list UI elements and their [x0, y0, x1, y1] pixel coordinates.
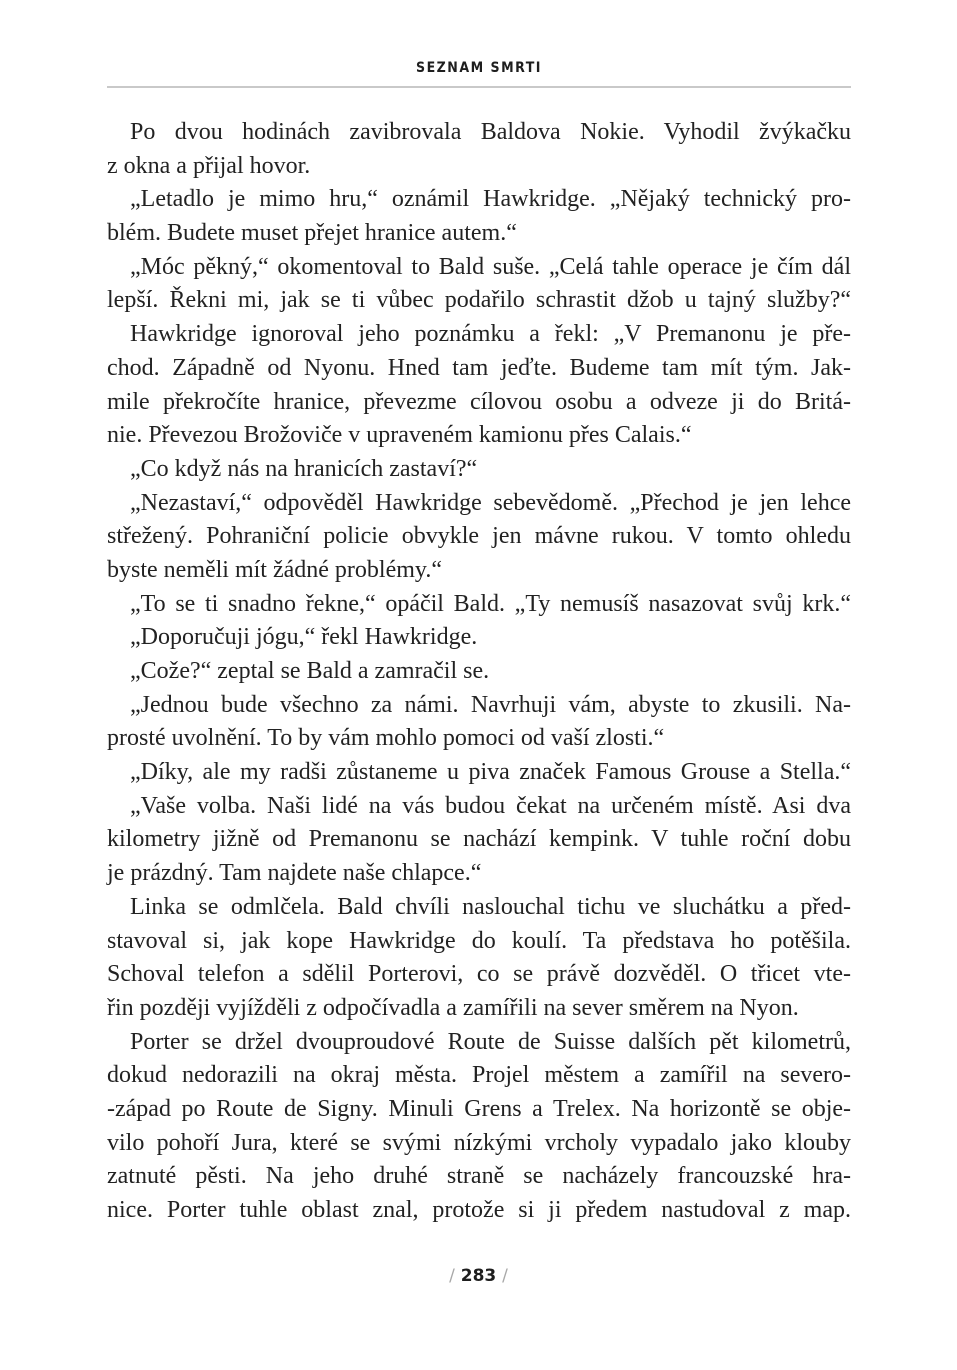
text-line: zatnuté pěsti. Na jeho druhé straně se nacházely francouzské hra- — [107, 1163, 851, 1190]
text-line: Schoval telefon a sdělil Porterovi, co se právě dozvěděl. O třicet vte- — [107, 961, 851, 988]
text-line: „Nezastaví,“ odpověděl Hawkridge sebevědomě. „Přechod je jen lehce — [130, 489, 851, 516]
page-number — [0, 1266, 957, 1286]
text-line: -západ po Route de Signy. Minuli Grens a Trelex. Na horizontě se obje- — [107, 1095, 851, 1122]
text-line: „To se ti snadno řekne,“ opáčil Bald. „Ty nemusíš nasazovat svůj krk.“ — [130, 590, 851, 617]
text-line: „Doporučuji jógu,“ řekl Hawkridge. — [130, 624, 478, 651]
text-line: „Díky, ale my radši zůstaneme u piva značek Famous Grouse a Stella.“ — [130, 759, 851, 786]
text-line: vilo pohoří Jura, které se svými nízkými vrcholy vypadalo jako klouby — [107, 1129, 851, 1156]
body-text — [107, 116, 851, 1228]
text-line: „Co když nás na hranicích zastaví?“ — [130, 455, 478, 482]
text-line: Porter se držel dvouproudové Route de Suisse dalších pět kilometrů, — [130, 1028, 851, 1055]
header-rule — [107, 86, 851, 88]
folio-slash-right: / — [502, 1266, 508, 1286]
text-line: „Vaše volba. Naši lidé na vás budou čekat na určeném místě. Asi dva — [130, 792, 851, 819]
text-line: blém. Budete muset přejet hranice autem.“ — [107, 220, 517, 247]
text-line: je prázdný. Tam najdete naše chlapce.“ — [107, 860, 482, 887]
text-line: „Cože?“ zeptal se Bald a zamračil se. — [130, 658, 490, 684]
text-line: stavoval si, jak kope Hawkridge do koulí. Ta představa ho potěšila. — [107, 927, 851, 954]
text-line: byste neměli mít žádné problémy.“ — [107, 556, 443, 583]
text-line: chod. Západně od Nyonu. Hned tam jeďte. Budeme tam mít tým. Jak- — [107, 354, 851, 381]
text-line: mile překročíte hranice, převezme cílovou osobu a odveze ji do Britá- — [107, 388, 851, 415]
folio-slash-left: / — [449, 1266, 455, 1286]
text-line: kilometry jižně od Premanonu se nachází kempink. V tuhle roční dobu — [107, 826, 851, 853]
text-line: lepší. Řekni mi, jak se ti vůbec podařilo schrastit džob u tajný služby?“ — [107, 287, 851, 314]
text-line: střežený. Pohraniční policie obvykle jen mávne rukou. V tomto ohledu — [107, 523, 851, 550]
text-line: „Móc pěkný,“ okomentoval to Bald suše. „Celá tahle operace je čím dál — [130, 253, 851, 280]
text-line: nice. Porter tuhle oblast znal, protože si ji předem nastudoval z map. — [107, 1197, 851, 1223]
text-line: „Jednou bude všechno za námi. Navrhuji vám, abyste to zkusili. Na- — [130, 691, 851, 718]
text-line: dokud nedorazili na okraj města. Projel městem a zamířil na severo- — [107, 1062, 851, 1089]
text-line: nie. Převezou Brožoviče v upraveném kamionu přes Calais.“ — [107, 422, 692, 449]
text-line: Hawkridge ignoroval jeho poznámku a řekl: „V Premanonu je pře- — [130, 321, 851, 348]
text-line: z okna a přijal hovor. — [107, 152, 311, 179]
text-line: Po dvou hodinách zavibrovala Baldova Nokie. Vyhodil žvýkačku — [130, 119, 851, 145]
text-line: prosté uvolnění. To by vám mohlo pomoci od vaší zlosti.“ — [107, 725, 665, 752]
text-line: řin později vyjížděli z odpočívadla a zamířili na sever směrem na Nyon. — [107, 994, 799, 1021]
page-number-value: 283 — [460, 1266, 497, 1286]
running-head: SEZNAM SMRTI — [416, 60, 542, 76]
text-line: Linka se odmlčela. Bald chvíli naslouchal tichu ve sluchátku a před- — [130, 893, 851, 920]
text-line: „Letadlo je mimo hru,“ oznámil Hawkridge. „Nějaký technický pro- — [130, 186, 851, 213]
